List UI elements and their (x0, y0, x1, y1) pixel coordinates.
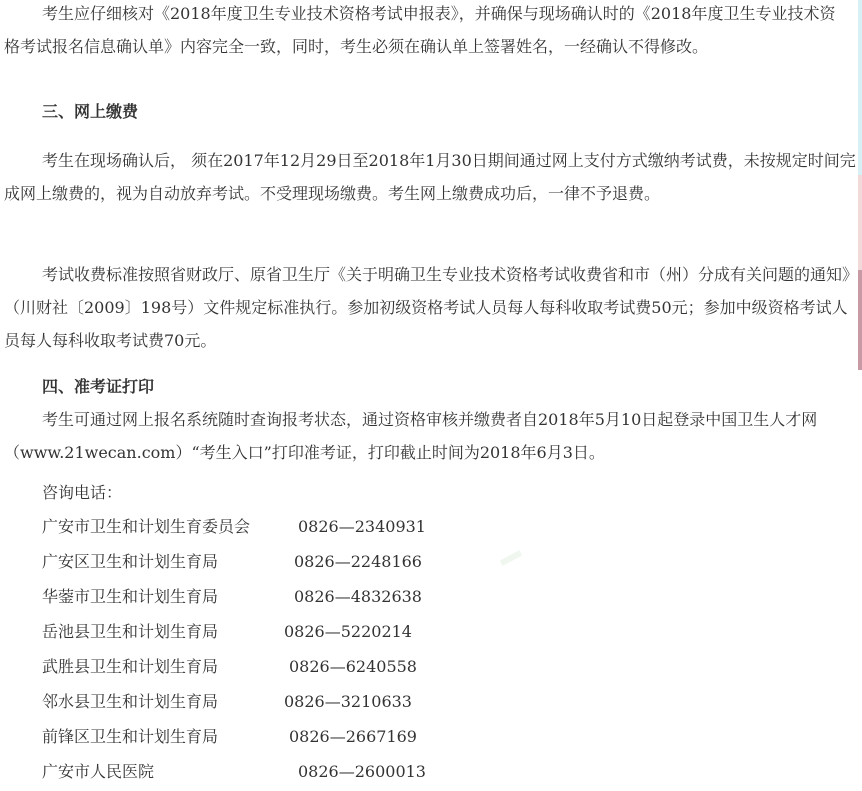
contact-org: 武胜县卫生和计划生育局 (42, 657, 219, 676)
consult-phone-label: 咨询电话： (42, 483, 123, 502)
contact-org: 华蓥市卫生和计划生育局 (42, 587, 219, 606)
contact-row (42, 754, 426, 789)
contact-tel: 0826—2667169 (289, 727, 417, 746)
contact-tel: 0826—2248166 (294, 552, 422, 571)
contact-tel: 0826—5220214 (284, 622, 412, 641)
contact-tel: 0826—2600013 (298, 762, 426, 781)
contact-row (42, 719, 417, 754)
contact-tel: 0826—3210633 (284, 692, 412, 711)
contact-tel: 0826—4832638 (294, 587, 422, 606)
watermark (500, 550, 522, 566)
contact-org: 广安区卫生和计划生育局 (42, 552, 219, 571)
contact-row (42, 649, 417, 684)
contact-row (42, 579, 422, 614)
contact-org: 岳池县卫生和计划生育局 (42, 622, 219, 641)
contact-org: 广安市卫生和计划生育委员会 (42, 517, 251, 536)
contact-row (42, 509, 426, 544)
contact-org: 前锋区卫生和计划生育局 (42, 727, 219, 746)
contact-row (42, 614, 412, 649)
contact-tel: 0826—2340931 (298, 517, 426, 536)
paragraph-payment-period: 考生在现场确认后， 须在2017年12月29日至2018年1月30日期间通过网上支付方式缴纳考试费，未按规定时间完成网上缴费的，视为自动放弃考试。不受理现场缴费。考生网上缴费成功后，一律不予退费。 (4, 151, 856, 203)
heading-online-payment: 三、网上缴费 (42, 102, 139, 121)
side-strip (858, 270, 862, 370)
paragraph-confirm-info: 考生应仔细核对《2018年度卫生专业技术资格考试申报表》，并确保与现场确认时的《2018年度卫生专业技术资格考试报名信息确认单》内容完全一致，同时，考生必须在确认单上签署姓名，一经确认不得修改。 (4, 4, 836, 56)
contact-org: 邻水县卫生和计划生育局 (42, 692, 219, 711)
heading-admission-ticket: 四、准考证打印 (42, 377, 155, 396)
paragraph-fee-standard: 考试收费标准按照省财政厅、原省卫生厅《关于明确卫生专业技术资格考试收费省和市（州）分成有关问题的通知》（川财社〔2009〕198号）文件规定标准执行。参加初级资格考试人员每人每科收取考试费50元；参加中级资格考试人员每人每科收取考试费70元。 (4, 265, 851, 350)
contact-tel: 0826—6240558 (289, 657, 417, 676)
paragraph-ticket-printing: 考生可通过网上报名系统随时查询报考状态，通过资格审核并缴费者自2018年5月10日起登录中国卫生人才网（www.21wecan.com）“考生入口”打印准考证，打印截止时间为2018年6月3日。 (4, 410, 818, 462)
contact-row (42, 544, 422, 579)
contact-row (42, 684, 412, 719)
contact-org: 广安市人民医院 (42, 762, 155, 781)
